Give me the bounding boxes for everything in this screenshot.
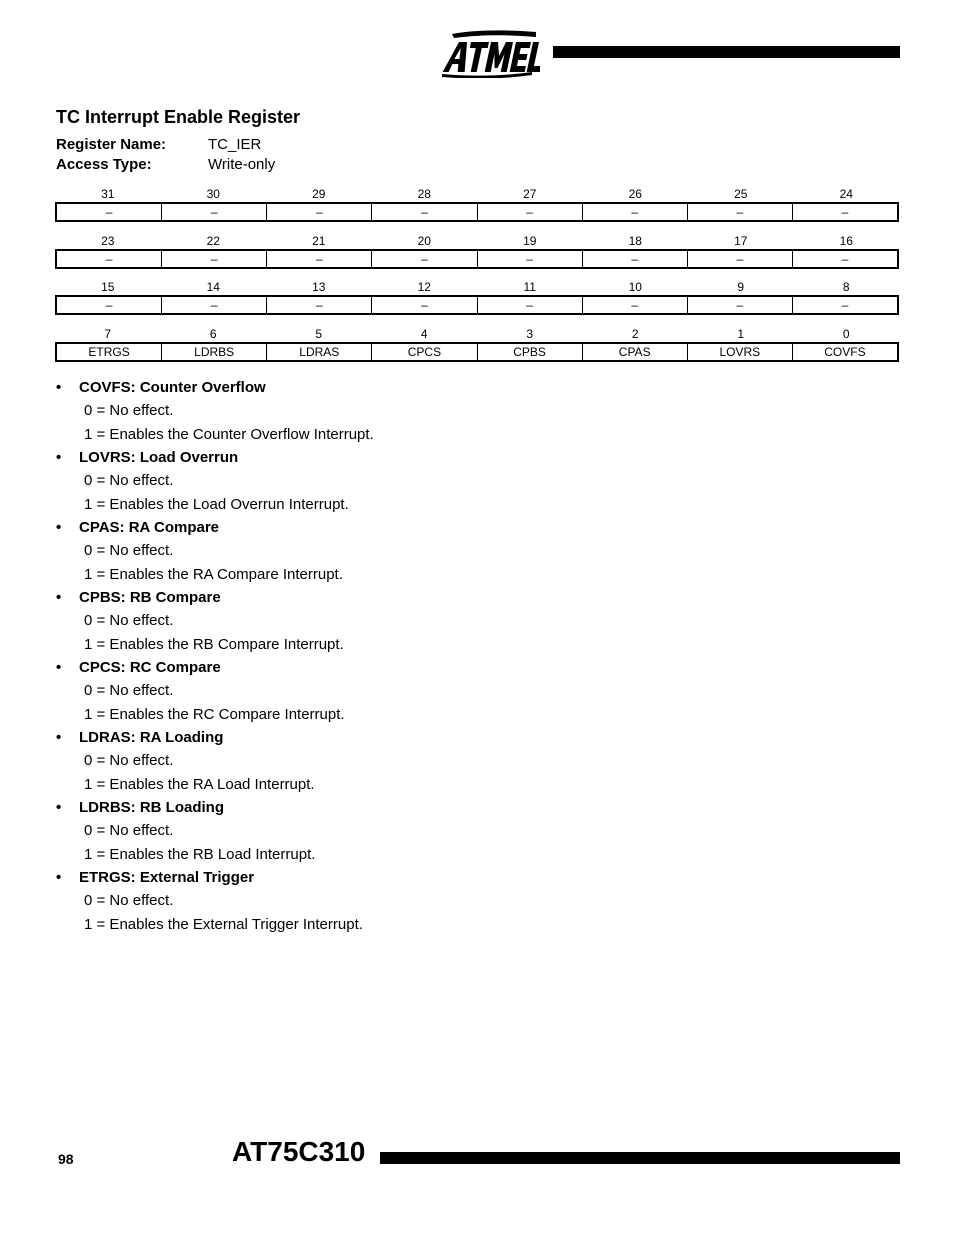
bit-field: – <box>792 251 897 267</box>
register-name-value: TC_IER <box>208 136 262 153</box>
register-row-15-8 <box>55 279 899 315</box>
bit-field: – <box>582 297 687 313</box>
bit-number: 11 <box>523 280 536 294</box>
bit-number: 28 <box>417 187 431 201</box>
field-value-line: 1 = Enables the RC Compare Interrupt. <box>84 705 345 723</box>
bit-field: – <box>687 251 792 267</box>
bit-field: – <box>105 205 113 219</box>
bit-number: 17 <box>734 234 748 248</box>
field-value-line: 1 = Enables the Load Overrun Interrupt. <box>84 495 349 513</box>
bit-number: 25 <box>734 187 748 201</box>
field-heading: LDRAS: RA Loading <box>79 729 224 746</box>
bit-number: 22 <box>206 234 220 248</box>
register-row-31-24 <box>55 186 899 222</box>
bit-field: – <box>477 204 582 220</box>
bit-number: 0 <box>842 327 850 341</box>
bullet: • <box>56 799 62 816</box>
field-value-line: 0 = No effect. <box>84 752 174 769</box>
register-field-cells <box>55 295 899 315</box>
bit-number: 6 <box>209 327 217 341</box>
register-row-7-0 <box>55 326 899 362</box>
register-field-cells <box>55 249 899 269</box>
register-field-cells <box>55 202 899 222</box>
field-description <box>56 798 856 868</box>
bit-number: 16 <box>839 234 853 248</box>
bit-number: 9 <box>737 280 745 294</box>
bit-field: – <box>105 252 113 266</box>
bit-number: 31 <box>101 187 115 201</box>
bit-number: 21 <box>312 234 326 248</box>
field-value-line: 1 = Enables the RB Compare Interrupt. <box>84 635 344 653</box>
register-row-23-16 <box>55 233 899 269</box>
bullet: • <box>56 589 62 606</box>
bullet: • <box>56 659 62 676</box>
field-description <box>56 378 856 448</box>
bit-field: LDRBS <box>161 344 266 360</box>
field-description <box>56 588 856 658</box>
bit-field: – <box>371 297 476 313</box>
bit-field: – <box>371 204 476 220</box>
bit-number: 13 <box>312 280 326 294</box>
bit-field: – <box>687 204 792 220</box>
bit-number: 20 <box>417 234 431 248</box>
field-heading: CPCS: RC Compare <box>79 659 221 676</box>
field-value-line: 0 = No effect. <box>84 822 174 839</box>
bit-field: CPAS <box>582 344 687 360</box>
bit-number: 26 <box>628 187 642 201</box>
bit-field: – <box>161 297 266 313</box>
page-number: 98 <box>58 1151 74 1167</box>
field-value-line: 1 = Enables the Counter Overflow Interrupt. <box>84 425 374 443</box>
field-description <box>56 728 856 798</box>
bit-number: 18 <box>628 234 642 248</box>
field-heading: LDRBS: RB Loading <box>79 799 224 816</box>
bit-field: CPCS <box>371 344 476 360</box>
bit-number: 27 <box>523 187 537 201</box>
field-value-line: 0 = No effect. <box>84 402 174 419</box>
access-type-label: Access Type: <box>56 156 152 173</box>
bit-number: 23 <box>101 234 115 248</box>
field-heading: COVFS: Counter Overflow <box>79 379 266 396</box>
bit-field: ETRGS <box>88 345 130 359</box>
bit-field: – <box>477 297 582 313</box>
field-value-line: 0 = No effect. <box>84 472 174 489</box>
bit-number: 1 <box>737 327 745 341</box>
field-heading: CPBS: RB Compare <box>79 589 221 606</box>
bullet: • <box>56 729 62 746</box>
bullet: • <box>56 449 62 466</box>
bit-number: 14 <box>206 280 220 294</box>
bit-field: – <box>792 204 897 220</box>
bit-number: 24 <box>839 187 853 201</box>
field-description <box>56 518 856 588</box>
bit-number: 12 <box>417 280 431 294</box>
bit-field: – <box>687 297 792 313</box>
field-value-line: 0 = No effect. <box>84 682 174 699</box>
field-value-line: 0 = No effect. <box>84 542 174 559</box>
field-description <box>56 448 856 518</box>
bit-field: COVFS <box>792 344 897 360</box>
field-heading: CPAS: RA Compare <box>79 519 220 536</box>
bit-field: – <box>477 251 582 267</box>
bit-number: 3 <box>526 327 534 341</box>
field-value-line: 1 = Enables the RB Load Interrupt. <box>84 845 316 863</box>
bullet: • <box>56 869 62 886</box>
bit-number: 30 <box>206 187 220 201</box>
bit-number: 7 <box>104 327 112 341</box>
bit-field: – <box>582 204 687 220</box>
bit-number: 8 <box>842 280 850 294</box>
access-type-value: Write-only <box>208 156 276 173</box>
bit-number: 2 <box>631 327 639 341</box>
atmel-logo <box>440 28 540 78</box>
field-descriptions <box>56 378 856 938</box>
bit-number: 15 <box>101 280 115 294</box>
field-description <box>56 868 856 938</box>
bit-field: – <box>266 297 371 313</box>
field-value-line: 1 = Enables the RA Load Interrupt. <box>84 775 315 793</box>
field-value-line: 1 = Enables the External Trigger Interrupt. <box>84 915 363 933</box>
bit-field: – <box>161 251 266 267</box>
bit-field: – <box>105 298 113 312</box>
header-rule <box>553 46 900 58</box>
bit-number: 10 <box>628 280 642 294</box>
bit-number: 29 <box>312 187 326 201</box>
bit-field: – <box>266 204 371 220</box>
register-name-label: Register Name: <box>56 136 167 153</box>
field-heading: LOVRS: Load Overrun <box>79 449 239 466</box>
bit-number: 4 <box>420 327 428 341</box>
register-field-cells <box>55 342 899 362</box>
bit-field: CPBS <box>477 344 582 360</box>
bit-field: – <box>371 251 476 267</box>
field-heading: ETRGS: External Trigger <box>79 869 255 886</box>
footer-rule <box>380 1152 900 1164</box>
field-value-line: 0 = No effect. <box>84 892 174 909</box>
bit-number: 5 <box>315 327 323 341</box>
bullet: • <box>56 519 62 536</box>
document-title: AT75C310 <box>232 1136 366 1167</box>
bit-field: LDRAS <box>266 344 371 360</box>
bit-field: – <box>582 251 687 267</box>
page-title: TC Interrupt Enable Register <box>56 107 301 127</box>
field-description <box>56 658 856 728</box>
bit-number: 19 <box>523 234 537 248</box>
field-value-line: 1 = Enables the RA Compare Interrupt. <box>84 565 343 583</box>
bit-field: LOVRS <box>687 344 792 360</box>
field-value-line: 0 = No effect. <box>84 612 174 629</box>
bullet: • <box>56 379 62 396</box>
bit-field: – <box>266 251 371 267</box>
bit-field: – <box>792 297 897 313</box>
bit-field: – <box>161 204 266 220</box>
